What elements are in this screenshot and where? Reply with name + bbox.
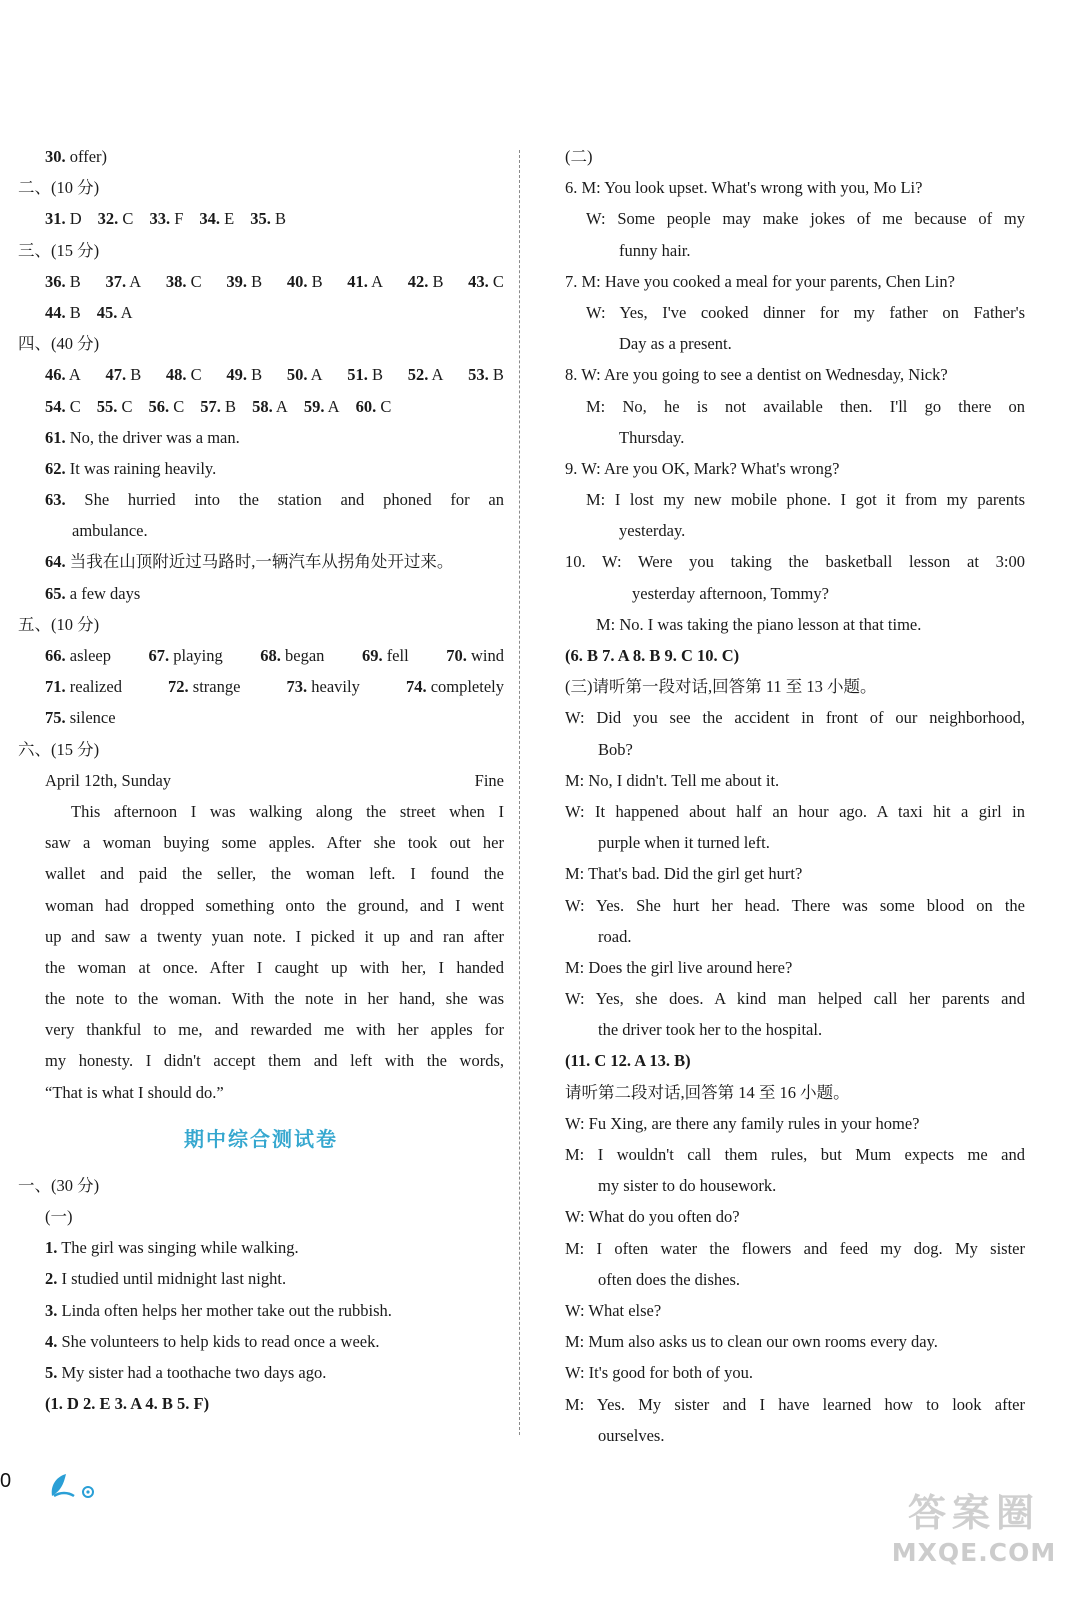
mid-section-1-heading: 一、(30 分) bbox=[18, 1175, 100, 1195]
dialog-line: purple when it turned left. bbox=[598, 833, 770, 853]
answer-64: 64. 当我在山顶附近过马路时,一辆汽车从拐角处开过来。 bbox=[45, 552, 454, 572]
answer-item: 66. asleep bbox=[45, 646, 111, 665]
dialog-line: M: I often water the flowers and feed my dog. My sister bbox=[565, 1238, 1025, 1258]
column-divider bbox=[519, 150, 520, 1435]
dialog-9-m: M: I lost my new mobile phone. I got it from my parents bbox=[586, 490, 1025, 510]
dialog-line: W: What do you often do? bbox=[565, 1207, 740, 1227]
essay-line: the woman at once. After I caught up with her, I handed bbox=[45, 957, 504, 977]
answer-item: 54. C bbox=[45, 396, 81, 416]
answer-30: 30. offer) bbox=[45, 147, 108, 166]
dialog-line: W: What else? bbox=[565, 1300, 662, 1320]
section-6-heading: 六、(15 分) bbox=[18, 739, 100, 759]
answer-row-66 bbox=[18, 640, 504, 671]
answer-row-46 bbox=[18, 359, 504, 390]
part-4-heading: 请听第二段对话,回答第 14 至 16 小题。 bbox=[565, 1082, 850, 1102]
answer-63: 63. She hurried into the station and phoned for an bbox=[45, 490, 504, 510]
answer-row-44 bbox=[18, 297, 504, 328]
dialog-line: often does the dishes. bbox=[598, 1269, 741, 1289]
answer-row-71 bbox=[18, 671, 504, 702]
dialog-line: W: It happened about half an hour ago. A taxi hit a girl in bbox=[565, 801, 1025, 821]
answer-row-54 bbox=[18, 391, 504, 422]
dialog-line: road. bbox=[598, 926, 632, 946]
answer-item: 49. B bbox=[226, 365, 263, 385]
dialog-line: Bob? bbox=[598, 739, 633, 759]
part-3-heading: (三)请听第一段对话,回答第 11 至 13 小题。 bbox=[565, 677, 877, 697]
dialog-line: ourselves. bbox=[598, 1425, 665, 1445]
dialog-line: my sister to do housework. bbox=[598, 1176, 777, 1196]
answer-65: 65. a few days bbox=[45, 583, 141, 603]
answer-item: 39. B bbox=[226, 271, 263, 291]
answer-item: 42. B bbox=[407, 271, 444, 291]
essay-line: saw a woman buying some apples. After she took out her bbox=[45, 833, 504, 853]
answer-item: 56. C bbox=[148, 396, 185, 416]
dialog-line: M: Does the girl live around here? bbox=[565, 957, 793, 977]
diary-weather: Fine bbox=[474, 770, 504, 790]
essay-line: very thankful to me, and rewarded me with her apples for bbox=[45, 1020, 504, 1040]
answers-6-10: (6. B 7. A 8. B 9. C 10. C) bbox=[565, 646, 740, 665]
answer-63-cont: ambulance. bbox=[72, 521, 148, 541]
watermark-top: 答案圈 bbox=[907, 1491, 1040, 1535]
essay-line: up and saw a twenty yuan note. I picked it up and ran after bbox=[45, 926, 504, 946]
answer-item: 69. fell bbox=[361, 646, 409, 665]
conversation-2 bbox=[565, 1108, 1025, 1451]
answer-item: 53. B bbox=[468, 365, 504, 385]
dialog-6-m: 6. M: You look upset. What's wrong with you, Mo Li? bbox=[565, 178, 923, 198]
dialog-line: M: Mum also asks us to clean our own rooms every day. bbox=[565, 1332, 938, 1352]
watermark bbox=[889, 1488, 1059, 1588]
answer-item: 38. C bbox=[165, 271, 202, 291]
dialog-10-w-cont: yesterday afternoon, Tommy? bbox=[632, 583, 829, 603]
leaf-logo-icon bbox=[46, 1470, 106, 1502]
essay-line: my honesty. I didn't accept them and left with the words, bbox=[45, 1051, 504, 1071]
mid-item-2: 2. I studied until midnight last night. bbox=[45, 1269, 287, 1289]
answer-62: 62. It was raining heavily. bbox=[45, 458, 217, 478]
answer-item: 60. C bbox=[355, 396, 392, 416]
mid-item-1: 1. The girl was singing while walking. bbox=[45, 1238, 299, 1258]
dialog-10-m: M: No. I was taking the piano lesson at that time. bbox=[596, 614, 922, 634]
dialog-8-w: 8. W: Are you going to see a dentist on Wednesday, Nick? bbox=[565, 365, 948, 385]
answer-item: 72. strange bbox=[168, 677, 241, 697]
answer-item: 34. E bbox=[199, 209, 235, 229]
essay-line: woman had dropped something onto the ground, and I went bbox=[45, 895, 504, 915]
answers-11-13: (11. C 12. A 13. B) bbox=[565, 1051, 691, 1071]
diary-header bbox=[18, 765, 504, 796]
dialog-line: M: Yes. My sister and I have learned how to look after bbox=[565, 1394, 1025, 1414]
mid-item-3: 3. Linda often helps her mother take out the rubbish. bbox=[45, 1300, 392, 1320]
answer-item: 57. B bbox=[200, 396, 237, 416]
dialog-line: W: Yes. She hurt her head. There was some blood on the bbox=[565, 895, 1025, 915]
dialog-8-m: M: No, he is not available then. I'll go there on bbox=[586, 396, 1025, 416]
page-number-fragment: 0 bbox=[0, 1470, 12, 1492]
answer-item: 40. B bbox=[286, 271, 323, 291]
dialog-6-w: W: Some people may make jokes of me because of my bbox=[586, 209, 1025, 229]
answer-item: 41. A bbox=[347, 271, 384, 291]
answer-item: 46. A bbox=[45, 365, 81, 385]
answer-item: 43. C bbox=[468, 271, 504, 291]
answer-item: 50. A bbox=[286, 365, 323, 385]
answer-item: 47. B bbox=[105, 365, 142, 385]
dialog-line: W: Did you see the accident in front of our neighborhood, bbox=[565, 708, 1025, 728]
dialog-line: W: Yes, she does. A kind man helped call her parents and bbox=[565, 989, 1025, 1009]
dialog-6-w-cont: funny hair. bbox=[619, 240, 691, 260]
answer-item: 31. D bbox=[45, 209, 82, 229]
section-5-heading: 五、(10 分) bbox=[18, 614, 100, 634]
answer-item: 71. realized bbox=[45, 677, 122, 697]
answer-item: 73. heavily bbox=[286, 677, 360, 697]
answer-row-31 bbox=[18, 203, 504, 234]
mid-part-1-heading: (一) bbox=[45, 1207, 73, 1226]
answer-item: 74. completely bbox=[405, 677, 504, 697]
answer-item: 68. began bbox=[260, 646, 325, 665]
answer-item: 58. A bbox=[252, 396, 288, 416]
answer-item: 37. A bbox=[105, 271, 142, 291]
dialog-line: the driver took her to the hospital. bbox=[598, 1020, 823, 1040]
dialog-9-m-cont: yesterday. bbox=[619, 521, 686, 541]
section-3-heading: 三、(15 分) bbox=[18, 240, 100, 260]
answer-item: 52. A bbox=[407, 365, 444, 385]
answer-item: 32. C bbox=[97, 209, 134, 229]
dialog-7-w-cont: Day as a present. bbox=[619, 334, 732, 354]
watermark-bottom: MXQE.COM bbox=[891, 1538, 1057, 1567]
diary-date: April 12th, Sunday bbox=[45, 770, 172, 790]
essay bbox=[18, 796, 504, 1108]
essay-line: wallet and paid the seller, the woman left. I found the bbox=[45, 864, 504, 884]
answer-61: 61. No, the driver was a man. bbox=[45, 427, 240, 447]
answer-row-36 bbox=[18, 266, 504, 297]
mid-answers-1-5: (1. D 2. E 3. A 4. B 5. F) bbox=[45, 1394, 210, 1414]
dialog-line: W: It's good for both of you. bbox=[565, 1363, 753, 1383]
section-2-heading: 二、(10 分) bbox=[18, 178, 100, 198]
dialog-line: M: I wouldn't call them rules, but Mum expects me and bbox=[565, 1145, 1025, 1164]
part-2-heading: (二) bbox=[565, 147, 593, 166]
dialog-10-w: 10. W: Were you taking the basketball lesson at 3:00 bbox=[565, 552, 1025, 572]
mid-item-4: 4. She volunteers to help kids to read once a week. bbox=[45, 1331, 380, 1351]
dialog-line: M: That's bad. Did the girl get hurt? bbox=[565, 864, 803, 884]
essay-line: the note to the woman. With the note in her hand, she was bbox=[45, 989, 504, 1009]
dialog-9-w: 9. W: Are you OK, Mark? What's wrong? bbox=[565, 458, 840, 478]
answer-item: 67. playing bbox=[148, 646, 223, 665]
exam-title: 期中综合测试卷 bbox=[184, 1126, 338, 1151]
answer-item: 55. C bbox=[96, 396, 133, 416]
dialog-7-w: W: Yes, I've cooked dinner for my father on Father's bbox=[586, 302, 1025, 322]
answer-item: 35. B bbox=[250, 209, 286, 229]
dialog-line: M: No, I didn't. Tell me about it. bbox=[565, 770, 780, 790]
answer-item: 59. A bbox=[303, 396, 340, 416]
section-4-heading: 四、(40 分) bbox=[18, 334, 100, 354]
dialog-line: W: Fu Xing, are there any family rules in your home? bbox=[565, 1113, 920, 1133]
mid-item-5: 5. My sister had a toothache two days ago. bbox=[45, 1362, 327, 1382]
left-column bbox=[18, 141, 504, 1419]
essay-line: “That is what I should do.” bbox=[45, 1082, 224, 1102]
answer-item: 70. wind bbox=[446, 646, 504, 665]
answer-item: 48. C bbox=[165, 365, 202, 385]
answer-item: 44. B bbox=[45, 302, 81, 322]
answer-item: 51. B bbox=[347, 365, 384, 385]
conversation-1 bbox=[565, 702, 1025, 1045]
right-column bbox=[565, 141, 1025, 1451]
dialog-8-m-cont: Thursday. bbox=[619, 427, 685, 447]
answer-item: 45. A bbox=[96, 302, 133, 322]
essay-line: This afternoon I was walking along the street when I bbox=[71, 801, 504, 821]
answer-item: 36. B bbox=[45, 271, 81, 291]
answer-75: 75. silence bbox=[45, 708, 116, 728]
answer-item: 33. F bbox=[149, 209, 184, 229]
dialog-7-m: 7. M: Have you cooked a meal for your parents, Chen Lin? bbox=[565, 271, 955, 291]
